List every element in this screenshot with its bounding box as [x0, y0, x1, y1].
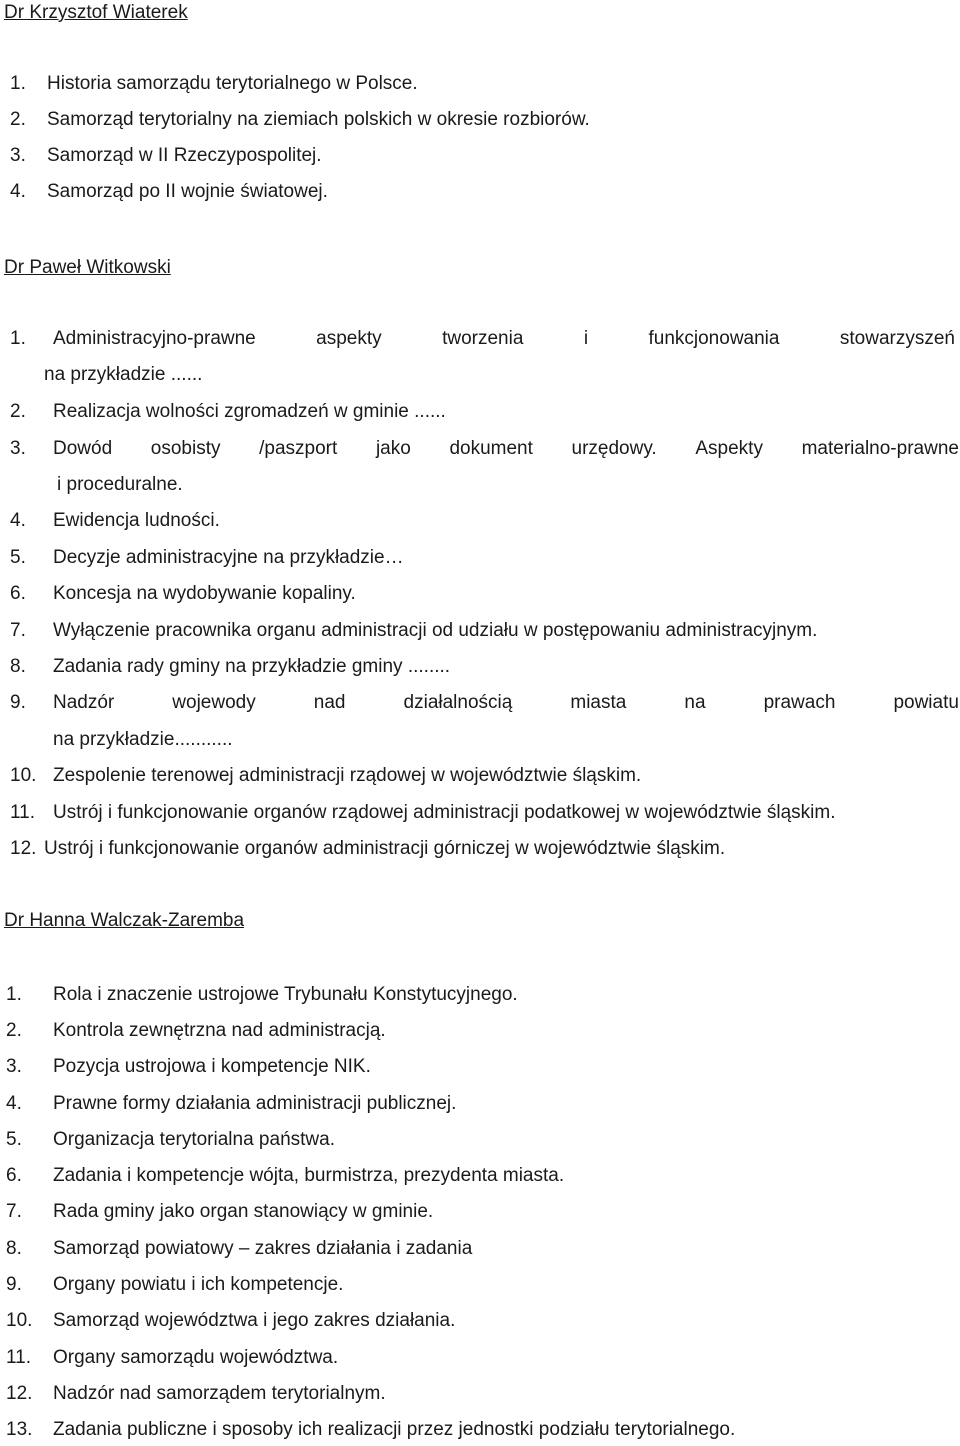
list-item-text: Ewidencja ludności.	[53, 510, 220, 531]
list-item-text: Rola i znaczenie ustrojowe Trybunału Konstytucyjnego.	[53, 984, 518, 1005]
list-item-text	[53, 438, 959, 460]
list-item-text: Historia samorządu terytorialnego w Polsce.	[47, 73, 418, 94]
word: prawach	[763, 692, 836, 713]
list-item-number: 6.	[6, 1165, 22, 1186]
word: powiatu	[893, 692, 959, 713]
list-item-text: Zadania i kompetencje wójta, burmistrza, prezydenta miasta.	[53, 1165, 565, 1186]
list-item-text: Prawne formy działania administracji publicznej.	[53, 1093, 457, 1114]
section-author-heading: Dr Krzysztof Wiaterek	[4, 2, 188, 23]
section-author-heading: Dr Paweł Witkowski	[4, 257, 171, 278]
list-item-number: 3.	[10, 145, 26, 166]
word: osobisty	[150, 438, 221, 459]
list-item-text: Kontrola zewnętrzna nad administracją.	[53, 1020, 386, 1041]
list-item-text: Pozycja ustrojowa i kompetencje NIK.	[53, 1056, 371, 1077]
list-item-number: 10.	[10, 765, 37, 786]
list-item-text: Samorząd po II wojnie światowej.	[47, 181, 328, 202]
list-item-number: 10.	[6, 1310, 33, 1331]
list-item-number: 2.	[6, 1020, 22, 1041]
list-item-number: 4.	[6, 1093, 22, 1114]
list-item-text: Samorząd w II Rzeczypospolitej.	[47, 145, 322, 166]
list-item-number: 12.	[6, 1383, 33, 1404]
list-item-number: 8.	[6, 1238, 22, 1259]
list-item-number: 7.	[10, 620, 26, 641]
word: tworzenia	[442, 328, 524, 349]
word: miasta	[570, 692, 627, 713]
word: materialno-prawne	[801, 438, 959, 459]
list-item-text	[53, 692, 959, 714]
list-item-number: 12.	[10, 838, 37, 859]
list-item-text: Rada gminy jako organ stanowiący w gminie.	[53, 1201, 434, 1222]
word: na	[684, 692, 706, 713]
list-item-text: Nadzór nad samorządem terytorialnym.	[53, 1383, 386, 1404]
list-item-text: Zespolenie terenowej administracji rządowej w województwie śląskim.	[53, 765, 642, 786]
list-item-number: 2.	[10, 109, 26, 130]
list-item-text: Organy samorządu województwa.	[53, 1347, 339, 1368]
list-item-number: 4.	[10, 181, 26, 202]
list-item-text: Samorząd terytorialny na ziemiach polskich w okresie rozbiorów.	[47, 109, 590, 130]
word: i	[583, 328, 589, 349]
list-item-text: Organy powiatu i ich kompetencje.	[53, 1274, 344, 1295]
list-item-number: 2.	[10, 401, 26, 422]
list-item-number: 7.	[6, 1201, 22, 1222]
list-item-number: 6.	[10, 583, 26, 604]
word: Aspekty	[695, 438, 763, 459]
list-item-number: 11.	[6, 1347, 32, 1368]
list-item-number: 3.	[6, 1056, 22, 1077]
list-item-continuation: i proceduralne.	[57, 474, 183, 495]
word: dokument	[449, 438, 533, 459]
list-item-number: 8.	[10, 656, 26, 677]
word: jako	[375, 438, 411, 459]
word: Dowód	[53, 438, 113, 459]
word: stowarzyszeń	[839, 328, 955, 349]
list-item-text: Samorząd powiatowy – zakres działania i zadania	[53, 1238, 473, 1259]
list-item-number: 1.	[6, 984, 22, 1005]
list-item-number: 13.	[6, 1419, 33, 1440]
word: działalnością	[403, 692, 513, 713]
list-item-text: Zadania rady gminy na przykładzie gminy ........	[53, 656, 451, 677]
word: Nadzór	[53, 692, 115, 713]
list-item-number: 1.	[10, 73, 26, 94]
word: funkcjonowania	[648, 328, 780, 349]
list-item-number: 4.	[10, 510, 26, 531]
list-item-text: Koncesja na wydobywanie kopaliny.	[53, 583, 356, 604]
list-item-number: 3.	[10, 438, 26, 459]
list-item-number: 9.	[6, 1274, 22, 1295]
list-item-text: Realizacja wolności zgromadzeń w gminie ......	[53, 401, 446, 422]
word: /paszport	[259, 438, 338, 459]
list-item-number: 1.	[10, 328, 26, 349]
list-item-number: 5.	[6, 1129, 22, 1150]
list-item-text: Ustrój i funkcjonowanie organów rządowej administracji podatkowej w województwie śląskim.	[53, 802, 836, 823]
list-item-text	[53, 328, 955, 350]
list-item-number: 11.	[10, 802, 36, 823]
word: nad	[313, 692, 346, 713]
list-item-text: Wyłączenie pracownika organu administracji od udziału w postępowaniu administracyjnym.	[53, 620, 818, 641]
list-item-text: Organizacja terytorialna państwa.	[53, 1129, 335, 1150]
word: urzędowy.	[571, 438, 657, 459]
word: Administracyjno-prawne	[53, 328, 256, 349]
list-item-text: Decyzje administracyjne na przykładzie…	[53, 547, 404, 568]
list-item-text: Samorząd województwa i jego zakres działania.	[53, 1310, 456, 1331]
list-item-text: Zadania publiczne i sposoby ich realizacji przez jednostki podziału terytorialnego.	[53, 1419, 736, 1440]
section-author-heading: Dr Hanna Walczak-Zaremba	[4, 910, 245, 931]
word: aspekty	[316, 328, 382, 349]
list-item-number: 5.	[10, 547, 26, 568]
list-item-number: 9.	[10, 692, 26, 713]
list-item-text: Ustrój i funkcjonowanie organów administracji górniczej w województwie śląskim.	[44, 838, 726, 859]
word: wojewody	[172, 692, 256, 713]
list-item-continuation: na przykładzie...........	[53, 729, 233, 750]
list-item-continuation: na przykładzie ......	[44, 364, 203, 385]
